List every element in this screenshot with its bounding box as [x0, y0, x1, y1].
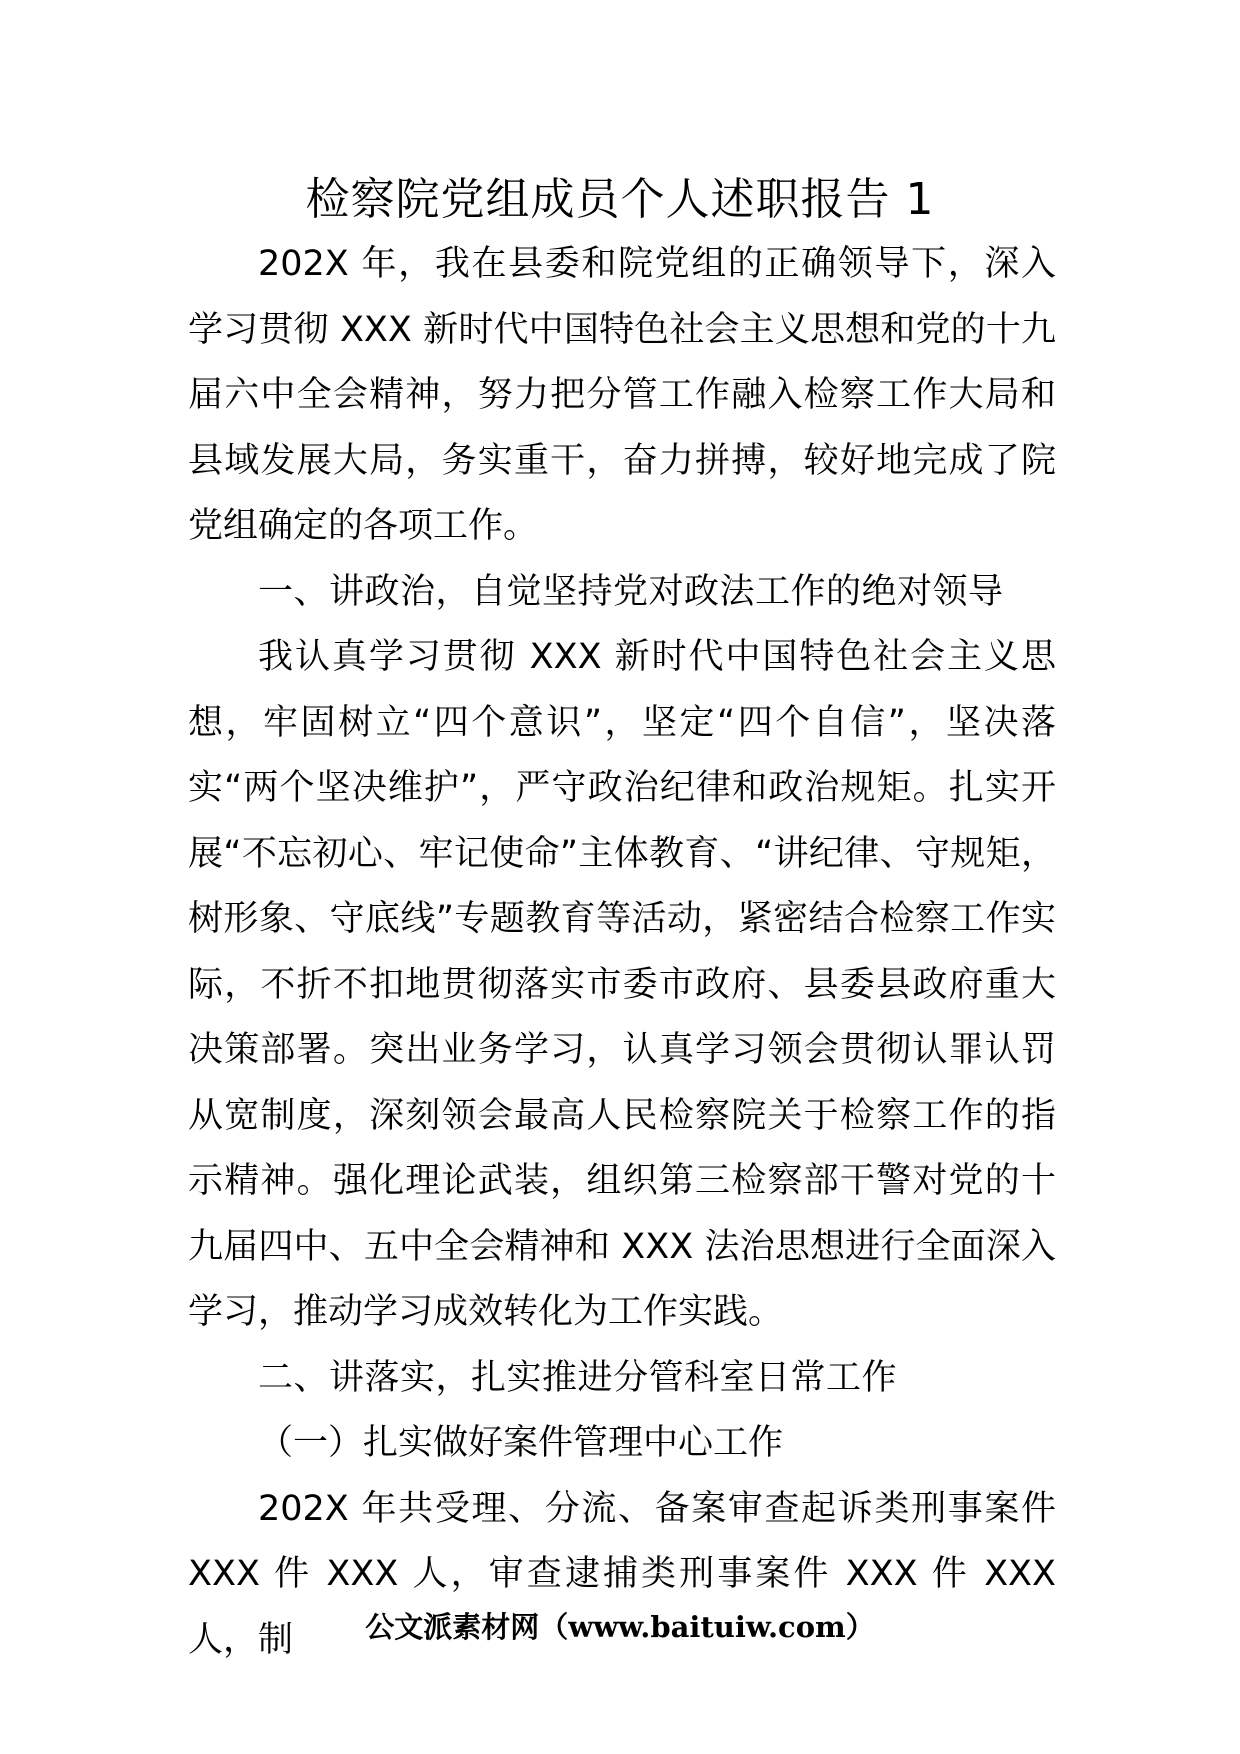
paragraph-case-management: 202X 年共受理、分流、备案审查起诉类刑事案件 XXX 件 XXX 人，审查逮捕类刑事案件 XXX 件 XXX 人，制 [188, 1488, 1056, 1660]
section-heading-1: 一、讲政治，自觉坚持党对政法工作的绝对领导 [258, 571, 1004, 612]
paragraph-politics: 我认真学习贯彻 XXX 新时代中国特色社会主义思想，牢固树立“四个意识”，坚定“四个自信”，坚决落实“两个坚决维护”，严守政治纪律和政治规矩。扎实开展“不忘初心、牢记使命”主体教育、“讲纪律、守规矩，树形象、守底线”专题教育等活动，紧密结合检察工作实际，不折不扣地贯彻落实市委市政府、县委县政府重大决策部署。突出业务学习，认真学习领会贯彻认罪认罚从宽制度，深刻领会最高人民检察院关于检察工作的指示精神。强化理论武装，组织第三检察部干警对党的十九届四中、五中全会精神和 XXX 法治思想进行全面深入学习，推动学习成效转化为工作实践。 [188, 637, 1056, 1332]
footer-watermark: 公文派素材网（www.baituiw.com） [365, 1610, 875, 1644]
document-title: 检察院党组成员个人述职报告 1 [305, 174, 935, 225]
subsection-heading-1: （一）扎实做好案件管理中心工作 [258, 1423, 784, 1463]
section-heading-2: 二、讲落实，扎实推进分管科室日常工作 [258, 1357, 898, 1398]
document-body [188, 232, 1056, 1673]
paragraph-intro: 202X 年，我在县委和院党组的正确领导下，深入学习贯彻 XXX 新时代中国特色社会主义思想和党的十九届六中全会精神，努力把分管工作融入检察工作大局和县域发展大局，务实重干，奋力拼搏，较好地完成了院党组确定的各项工作。 [188, 244, 1056, 546]
